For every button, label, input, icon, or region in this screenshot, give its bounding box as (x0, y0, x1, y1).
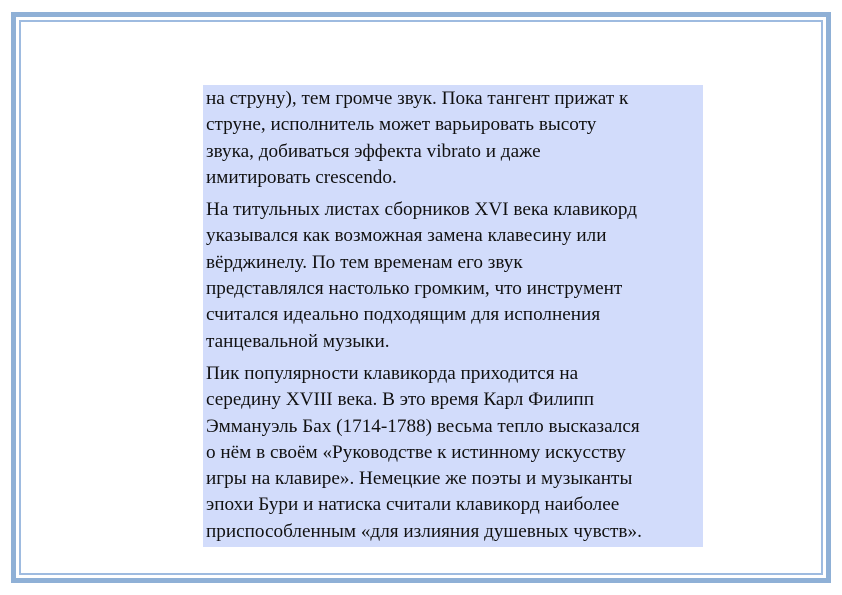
text-line: игры на клавире». Немецкие же поэты и музыканты (206, 468, 633, 490)
text-line: вёрджинелу. По тем временам его звук (206, 251, 523, 273)
text-block (203, 85, 703, 547)
text-line: приспособленным «для излияния душевных чувств». (206, 520, 642, 542)
text-line: имитировать crescendo. (206, 166, 397, 188)
text-line: звука, добиваться эффекта vibrato и даже (206, 140, 541, 162)
text-line: считался идеально подходящим для исполнения (206, 304, 601, 326)
text-line: На титульных листах сборников XVI века клавикорд (206, 199, 637, 221)
text-line: Эммануэль Бах (1714-1788) весьма тепло высказался (206, 415, 640, 437)
text-line: танцевальной музыки. (206, 330, 390, 352)
text-line: середину XVIII века. В это время Карл Филипп (206, 389, 594, 411)
paragraph-3 (206, 361, 703, 545)
text-line: эпохи Бури и натиска считали клавикорд наиболее (206, 494, 620, 516)
paragraph-2 (206, 197, 703, 355)
text-line: струне, исполнитель может варьировать высоту (206, 114, 597, 136)
text-line: Пик популярности клавикорда приходится на (206, 362, 579, 384)
text-line: представлялся настолько громким, что инструмент (206, 278, 623, 300)
text-line: на струну), тем громче звук. Пока тангент прижат к (206, 88, 629, 109)
text-line: о нём в своём «Руководстве к истинному искусству (206, 441, 626, 463)
paragraph-1 (206, 86, 703, 191)
text-line: указывался как возможная замена клавесину или (206, 225, 607, 247)
